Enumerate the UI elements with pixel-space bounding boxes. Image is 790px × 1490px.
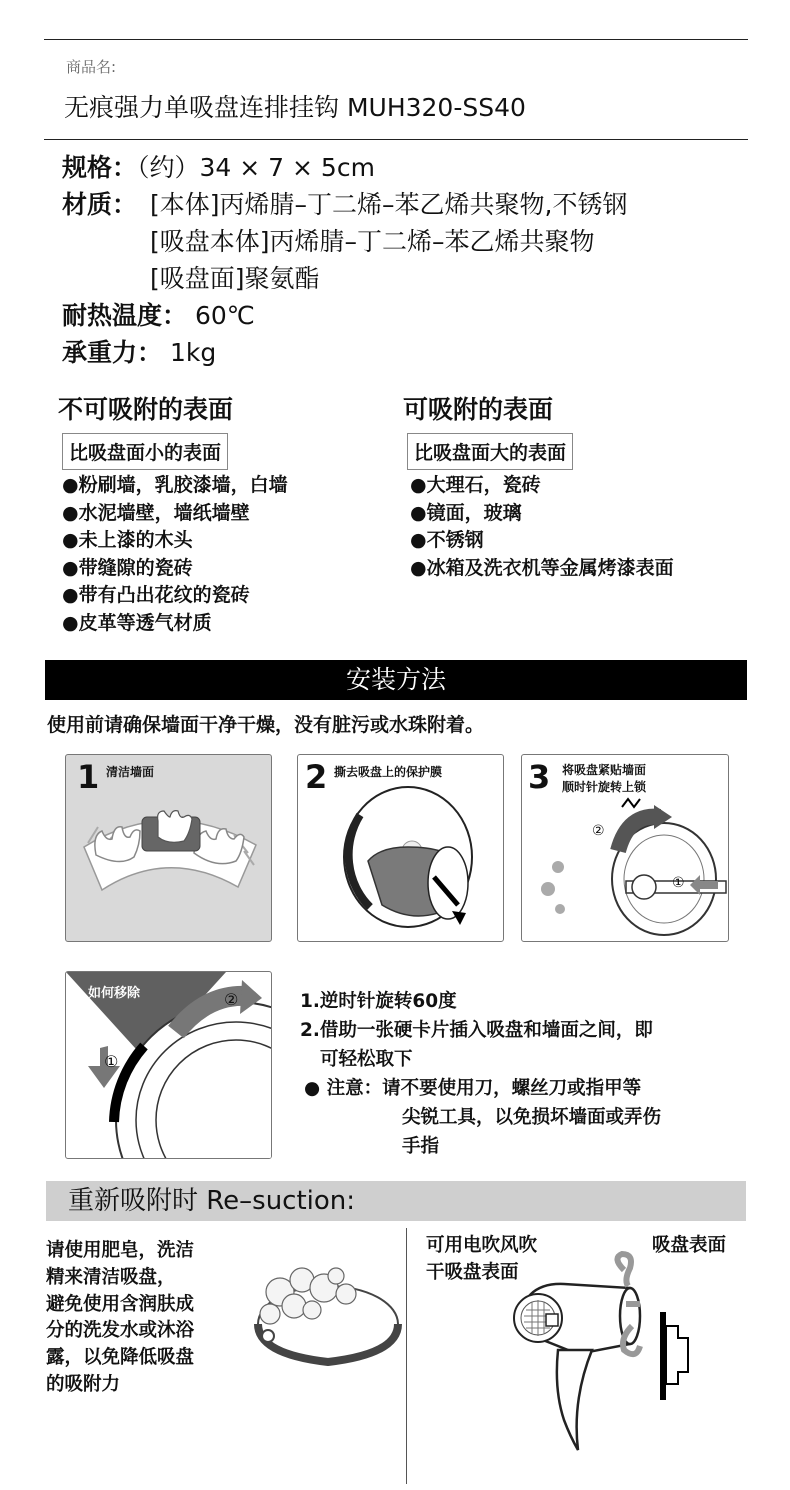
product-name: 无痕强力单吸盘连排挂钩 MUH320-SS40 xyxy=(64,93,526,122)
unsuitable-title: 不可吸附的表面 xyxy=(58,395,234,424)
list-item: ● 冰箱及洗衣机等金属烤漆表面 xyxy=(410,555,674,583)
remove-marker: ① xyxy=(104,1052,119,1071)
spec-material-label xyxy=(62,186,137,223)
remove-line-1: 1.逆时针旋转60度 xyxy=(300,991,457,1012)
top-rule xyxy=(44,39,748,40)
list-item: ● 镜面，玻璃 xyxy=(410,500,674,528)
list-item: ● 大理石，瓷砖 xyxy=(410,472,674,500)
text-line: 干吸盘表面 xyxy=(426,1261,519,1283)
list-item: ● 带缝隙的瓷砖 xyxy=(62,555,288,583)
note-line: 请不要使用刀，螺丝刀或指甲等 xyxy=(382,1078,642,1099)
suitable-title: 可吸附的表面 xyxy=(403,395,554,424)
text-line: 避免使用含润肤成 xyxy=(46,1293,195,1315)
vertical-divider xyxy=(406,1228,407,1484)
step-2-panel xyxy=(297,754,504,942)
note-label: 注意： xyxy=(326,1078,383,1099)
step-number: 1 xyxy=(77,758,100,796)
size-value: （约）34 × 7 × 5cm xyxy=(137,153,375,182)
text-line: 露，以免降低吸盘 xyxy=(46,1347,195,1369)
material-line: [吸盘面]聚氨酯 xyxy=(150,264,320,293)
remove-line-2a: 2.借助一张硬卡片插入吸盘和墙面之间，即 xyxy=(300,1020,653,1041)
cleaning-wall-illustration xyxy=(66,755,271,941)
remove-note xyxy=(304,1075,641,1104)
list-item: ● 不锈钢 xyxy=(410,527,674,555)
load-label: 承重力： xyxy=(62,338,163,367)
suitable-box: 比吸盘面大的表面 xyxy=(407,433,573,470)
heat-label: 耐热温度： xyxy=(62,301,188,330)
step-number: 3 xyxy=(528,758,551,796)
unsuitable-list xyxy=(62,472,288,638)
list-item: ● 皮革等透气材质 xyxy=(62,610,288,638)
size-label: 规格： xyxy=(62,153,138,182)
product-name-label: 商品名: xyxy=(66,58,117,76)
rotation-marker: ② xyxy=(592,823,605,839)
remove-tag: 如何移除 xyxy=(88,986,141,1001)
list-item: ● 未上漆的木头 xyxy=(62,527,288,555)
step-1-panel xyxy=(65,754,272,942)
step-number: 2 xyxy=(305,758,328,796)
install-title: 安装方法 xyxy=(45,660,747,700)
unsuitable-box: 比吸盘面小的表面 xyxy=(62,433,228,470)
material-label: 材质： xyxy=(62,190,138,219)
list-item: ● 粉刷墙，乳胶漆墙，白墙 xyxy=(62,472,288,500)
spec-heat xyxy=(62,297,255,334)
note-line: 尖锐工具，以免损坏墙面或弄伤 xyxy=(402,1107,662,1128)
step-text: 将吸盘紧贴墙面 顺时针旋转上锁 xyxy=(562,763,647,794)
slide-marker: ① xyxy=(672,875,685,891)
text-line: 请使用肥皂，洗洁 xyxy=(46,1240,195,1261)
list-item: ● 带有凸出花纹的瓷砖 xyxy=(62,582,288,610)
text-line: 精来清洁吸盘， xyxy=(46,1266,176,1288)
spec-load xyxy=(62,334,216,371)
soap-sponge-illustration xyxy=(250,1262,405,1372)
install-note: 使用前请确保墙面干净干燥，没有脏污或水珠附着。 xyxy=(47,714,485,736)
text-line: 分的洗发水或沐浴 xyxy=(46,1320,195,1342)
resuction-left-text xyxy=(46,1238,194,1399)
note-line: 手指 xyxy=(402,1136,440,1157)
remove-line-2b: 可轻松取下 xyxy=(320,1049,413,1070)
hair-dryer-illustration xyxy=(500,1250,710,1480)
spec-size xyxy=(62,149,375,186)
peel-film-illustration xyxy=(298,755,503,941)
resuction-title: 重新吸附时 Re–suction: xyxy=(46,1181,746,1221)
suitable-list xyxy=(410,472,674,582)
lock-rotation-illustration xyxy=(522,755,728,941)
text-line: 的吸附力 xyxy=(46,1373,121,1395)
material-line: [本体]丙烯腈–丁二烯–苯乙烯共聚物,不锈钢 xyxy=(150,190,628,219)
surface-label: 吸盘表面 xyxy=(652,1235,727,1256)
header-bottom-rule xyxy=(44,139,748,140)
material-line: [吸盘本体]丙烯腈–丁二烯–苯乙烯共聚物 xyxy=(150,227,595,256)
bullet-dot: ● xyxy=(304,1078,327,1099)
load-value: 1kg xyxy=(169,338,217,367)
list-item: ● 水泥墙壁，墙纸墙壁 xyxy=(62,500,288,528)
step-3-panel xyxy=(521,754,729,942)
heat-value: 60℃ xyxy=(194,301,255,330)
text-line: 可用电吹风吹 xyxy=(426,1235,538,1256)
step-text: 清洁墙面 xyxy=(106,765,155,779)
remove-marker: ② xyxy=(224,990,239,1009)
remove-panel xyxy=(65,971,272,1159)
step-text: 撕去吸盘上的保护膜 xyxy=(334,765,443,779)
